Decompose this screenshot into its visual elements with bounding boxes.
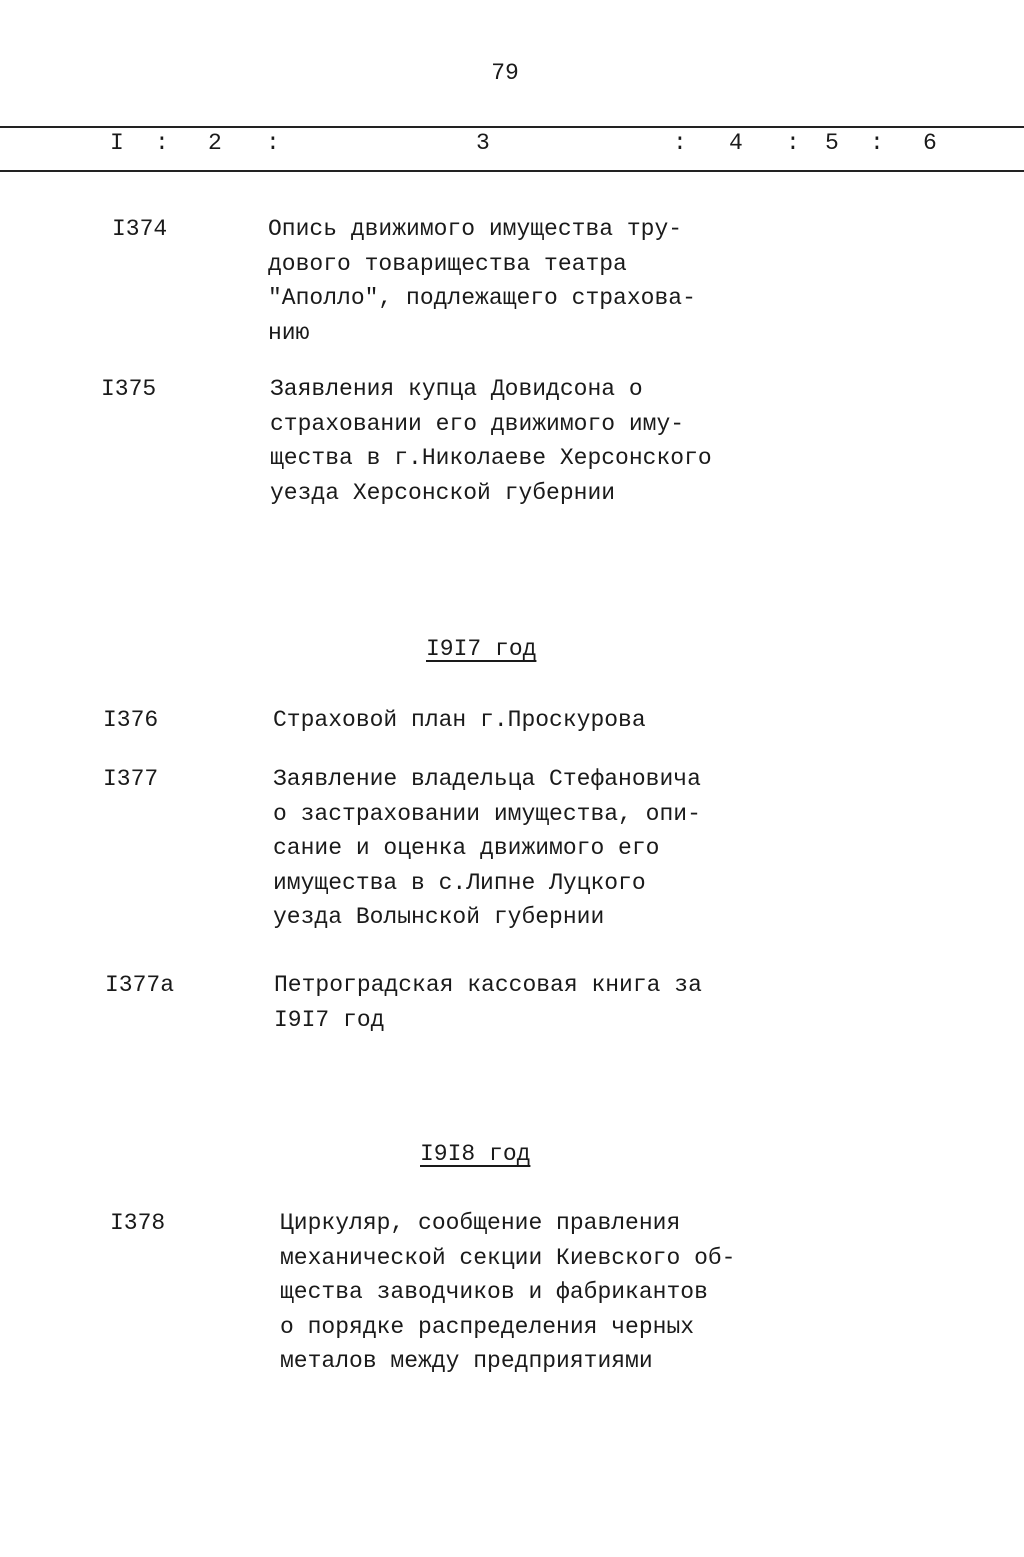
entry-description-line: дового товарищества театра <box>268 250 627 277</box>
column-5: 5 <box>825 130 839 156</box>
entry-description-line: сание и оценка движимого его <box>273 835 660 861</box>
entry-description-line: Циркуляр, сообщение правления <box>280 1210 681 1236</box>
separator: : <box>155 130 169 156</box>
entry-description-line: Страховой план г.Проскурова <box>273 707 646 733</box>
entry-description-line: уезда Волынской губернии <box>273 904 605 930</box>
column-2: 2 <box>208 130 222 156</box>
page-number: 79 <box>491 60 519 86</box>
entry-description-line: уезда Херсонской губернии <box>270 479 616 506</box>
entry-description-line: о порядке распределения черных <box>280 1313 695 1340</box>
entry-number: I378 <box>110 1210 166 1236</box>
entry-number: I374 <box>112 216 168 242</box>
entry-description-line: I9I7 год <box>274 1006 385 1033</box>
entry-number: I377 <box>103 766 159 792</box>
entry-description-line: щества заводчиков и фабрикантов <box>280 1279 708 1305</box>
separator: : <box>266 130 280 156</box>
entry-number: I376 <box>103 707 159 733</box>
entry-description-line: Заявление владельца Стефановича <box>273 766 701 792</box>
column-6: 6 <box>923 130 937 156</box>
entry-description-line: страховании его движимого иму- <box>270 410 685 437</box>
entry-description-line: щества в г.Николаеве Херсонского <box>270 445 712 471</box>
entry-description-line: металов между предприятиями <box>280 1348 653 1374</box>
separator: : <box>870 130 884 156</box>
section-heading-1917: I9I7 год <box>426 636 537 662</box>
entry-description-line: "Аполло", подлежащего страхова- <box>268 285 696 311</box>
column-4: 4 <box>729 130 743 156</box>
section-heading-1918: I9I8 год <box>420 1141 531 1167</box>
separator: : <box>673 130 687 156</box>
entry-number: I377а <box>105 972 175 998</box>
entry-number: I375 <box>101 376 157 402</box>
entry-description-line: о застраховании имущества, опи- <box>273 800 701 827</box>
entry-description-line: Опись движимого имущества тру- <box>268 216 683 242</box>
column-3: 3 <box>476 130 490 156</box>
entry-description-line: нию <box>268 319 310 346</box>
entry-description-line: механической секции Киевского об- <box>280 1244 736 1271</box>
header-bottom-rule <box>0 170 1024 172</box>
entry-description-line: Петроградская кассовая книга за <box>274 972 702 998</box>
column-1: I <box>110 130 124 156</box>
entry-description-line: имущества в с.Липне Луцкого <box>273 869 646 896</box>
separator: : <box>786 130 800 156</box>
entry-description-line: Заявления купца Довидсона о <box>270 376 643 402</box>
header-top-rule <box>0 126 1024 128</box>
